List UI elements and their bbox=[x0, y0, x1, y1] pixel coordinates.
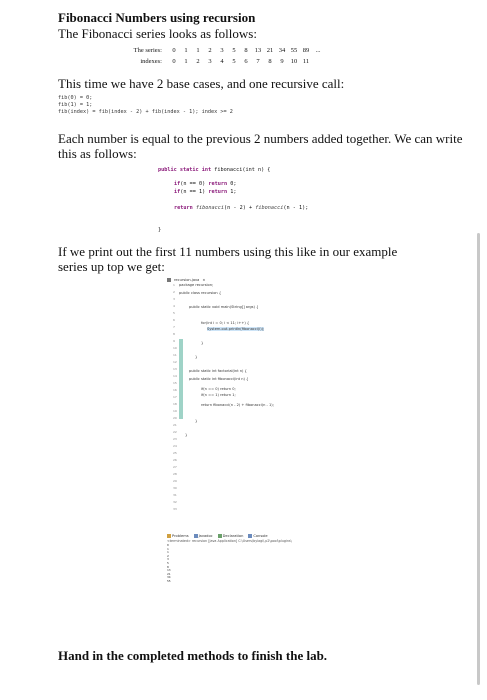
javadoc-icon bbox=[194, 534, 198, 538]
index-value: 11 bbox=[302, 58, 310, 65]
output-line: 1 bbox=[167, 546, 169, 551]
line-number: 29 bbox=[173, 479, 177, 483]
code-line: fib(index) = fib(index - 2) + fib(index - 1); index >= 2 bbox=[58, 109, 233, 115]
method-signature bbox=[158, 166, 308, 174]
series-ellipsis: ... bbox=[315, 47, 321, 54]
if-print-text: If we print out the first 11 numbers using this like in our example series up top we get: bbox=[58, 244, 398, 274]
each-number-text: Each number is equal to the previous 2 numbers added together. We can write this as follows: bbox=[58, 131, 463, 161]
line-number: 14 bbox=[173, 374, 177, 378]
code-keyword: if bbox=[174, 189, 181, 195]
index-value: 4 bbox=[220, 58, 224, 65]
series-value: 34 bbox=[278, 47, 286, 54]
scrollbar[interactable] bbox=[477, 233, 480, 685]
code-line: public static int factorial(int n) { bbox=[189, 369, 247, 373]
code-line: return fibonacci(n - 2) + fibonacci(n - 1); bbox=[201, 403, 274, 407]
index-value: 10 bbox=[290, 58, 298, 65]
index-value: 0 bbox=[172, 58, 176, 65]
line-number: 3 bbox=[173, 297, 175, 301]
line-number: 33 bbox=[173, 507, 177, 511]
base-cases-code bbox=[58, 95, 233, 116]
series-value: 13 bbox=[254, 47, 262, 54]
footer-instruction: Hand in the completed methods to finish the lab. bbox=[58, 648, 328, 663]
code-line: package recursion; bbox=[179, 283, 214, 287]
code-text: (n == 1) bbox=[180, 189, 206, 195]
output-line: 3 bbox=[167, 557, 169, 562]
fibonacci-series-table bbox=[96, 45, 324, 67]
line-number: 30 bbox=[173, 486, 177, 490]
index-value: 1 bbox=[184, 58, 188, 65]
line-number: 32 bbox=[173, 500, 177, 504]
code-function: fibonacci bbox=[255, 205, 284, 211]
output-line: 34 bbox=[167, 575, 171, 580]
line-number: 12 bbox=[173, 360, 177, 364]
intro-text: The Fibonacci series looks as follows: bbox=[58, 26, 257, 41]
code-keyword: return bbox=[208, 181, 228, 187]
line-number: 16 bbox=[173, 388, 177, 392]
line-number: 23 bbox=[173, 437, 177, 441]
tab-javadoc[interactable]: Javadoc bbox=[194, 534, 213, 538]
code-line: fib(1) = 1; bbox=[58, 102, 93, 108]
code-line: } bbox=[201, 341, 204, 345]
line-number: 8 bbox=[173, 332, 175, 336]
output-line: 5 bbox=[167, 560, 169, 565]
code-line: fib(0) = 0; bbox=[58, 95, 93, 101]
series-value: 1 bbox=[184, 47, 188, 54]
code-keyword: return bbox=[174, 205, 193, 211]
code-line: } bbox=[185, 433, 188, 437]
line-number: 27 bbox=[173, 465, 177, 469]
code-text: (n == 0) bbox=[180, 181, 206, 187]
code-line: public static int fibonacci(int n) { bbox=[189, 377, 249, 381]
tab-declaration[interactable]: Declaration bbox=[218, 534, 244, 538]
series-label: The series: bbox=[133, 47, 162, 54]
code-keyword: public static int bbox=[158, 167, 212, 173]
series-value: 21 bbox=[266, 47, 274, 54]
output-line: 55 bbox=[167, 578, 171, 583]
index-value: 5 bbox=[232, 58, 236, 65]
page-title: Fibonacci Numbers using recursion bbox=[58, 10, 256, 25]
output-line: 2 bbox=[167, 553, 169, 558]
ide-screenshot bbox=[167, 277, 312, 583]
base-case-one bbox=[158, 188, 308, 196]
line-number: 4 bbox=[173, 304, 175, 308]
index-value: 3 bbox=[208, 58, 212, 65]
series-value: 55 bbox=[290, 47, 298, 54]
console-output bbox=[167, 544, 312, 584]
code-text: 1; bbox=[230, 189, 237, 195]
problems-icon bbox=[167, 534, 171, 538]
code-text: (n - 2) + bbox=[223, 205, 253, 211]
line-number: 25 bbox=[173, 451, 177, 455]
java-file-icon bbox=[167, 278, 171, 282]
output-line: 8 bbox=[167, 564, 169, 569]
code-line: public static void main(String[] args) { bbox=[189, 305, 259, 309]
line-number: 20 bbox=[173, 416, 177, 420]
code-text: fibonacci(int n) { bbox=[214, 167, 271, 173]
gutter-highlight bbox=[179, 339, 183, 419]
line-number: 17 bbox=[173, 395, 177, 399]
series-value: 89 bbox=[302, 47, 310, 54]
code-line: } bbox=[195, 419, 198, 423]
line-number: 2 bbox=[173, 290, 175, 294]
output-line: 13 bbox=[167, 568, 171, 573]
code-line: for(int i = 0; i < 11; i++) { bbox=[201, 321, 250, 325]
line-number: 19 bbox=[173, 409, 177, 413]
line-number: 13 bbox=[173, 367, 177, 371]
code-text: (n - 1); bbox=[283, 205, 309, 211]
console-status: <terminated> recursion [Java Application] C:\Users\bylagi\.p2\pool\plugins\ bbox=[167, 539, 292, 543]
close-icon: × bbox=[202, 278, 206, 282]
series-value: 2 bbox=[208, 47, 212, 54]
series-value: 5 bbox=[232, 47, 236, 54]
line-number: 7 bbox=[173, 325, 175, 329]
code-line-selected: System.out.println(fibonacci(i)); bbox=[207, 327, 265, 331]
index-row bbox=[96, 56, 324, 67]
base-cases-heading: This time we have 2 base cases, and one recursive call: bbox=[58, 76, 345, 91]
index-value: 2 bbox=[196, 58, 200, 65]
line-number: 21 bbox=[173, 423, 177, 427]
series-value: 0 bbox=[172, 47, 176, 54]
tab-console[interactable]: Console bbox=[248, 534, 267, 538]
line-number: 31 bbox=[173, 493, 177, 497]
tab-problems[interactable]: Problems bbox=[167, 534, 189, 538]
fibonacci-method-code bbox=[158, 166, 308, 234]
index-value: 8 bbox=[268, 58, 272, 65]
line-number: 11 bbox=[173, 353, 177, 357]
line-number: 1 bbox=[173, 283, 175, 287]
output-line: 21 bbox=[167, 571, 171, 576]
line-number: 26 bbox=[173, 458, 177, 462]
line-number: 28 bbox=[173, 472, 177, 476]
line-number: 22 bbox=[173, 430, 177, 434]
code-line: } bbox=[195, 355, 198, 359]
output-line: 1 bbox=[167, 550, 169, 555]
line-number: 24 bbox=[173, 444, 177, 448]
series-value: 8 bbox=[244, 47, 248, 54]
declaration-icon bbox=[218, 534, 222, 538]
output-line: 0 bbox=[167, 543, 169, 547]
recursive-call bbox=[158, 204, 308, 212]
console-icon bbox=[248, 534, 252, 538]
base-case-zero bbox=[158, 180, 308, 188]
closing-brace: } bbox=[158, 227, 162, 233]
index-value: 7 bbox=[256, 58, 260, 65]
code-line: if(n == 0) return 0; bbox=[201, 387, 236, 391]
index-label: indexes: bbox=[140, 58, 162, 65]
line-number: 5 bbox=[173, 311, 175, 315]
code-function: fibonacci bbox=[195, 205, 224, 211]
editor-tab-label: recursion.java bbox=[174, 278, 200, 282]
code-line: if(n == 1) return 1; bbox=[201, 393, 236, 397]
index-value: 6 bbox=[244, 58, 248, 65]
line-number: 15 bbox=[173, 381, 177, 385]
code-text: 0; bbox=[230, 181, 237, 187]
index-value: 9 bbox=[280, 58, 284, 65]
line-number: 10 bbox=[173, 346, 177, 350]
line-number: 18 bbox=[173, 402, 177, 406]
series-value: 3 bbox=[220, 47, 224, 54]
code-keyword: return bbox=[208, 189, 228, 195]
line-number: 6 bbox=[173, 318, 175, 322]
console-panel bbox=[167, 533, 312, 583]
series-value: 1 bbox=[196, 47, 200, 54]
code-keyword: if bbox=[174, 181, 181, 187]
series-row bbox=[96, 45, 324, 56]
line-number: 9 bbox=[173, 339, 175, 343]
code-line: public class recursion { bbox=[179, 291, 222, 295]
